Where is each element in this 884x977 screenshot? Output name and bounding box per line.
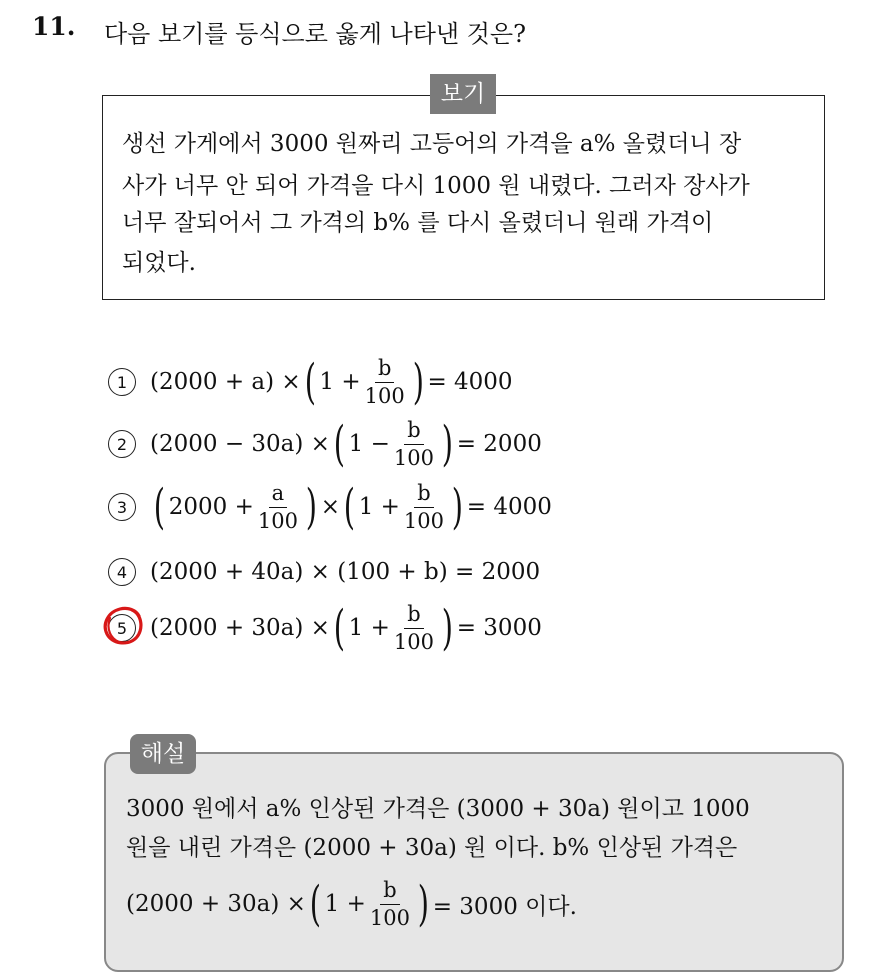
solution-line-2: 원을 내린 가격은 (2000 + 30a) 원 이다. b% 인상된 가격은 — [126, 835, 738, 861]
right-paren: ) — [441, 600, 453, 656]
right-paren: ) — [305, 479, 317, 535]
right-paren: ) — [417, 876, 429, 932]
solution-line-1: 3000 원에서 a% 인상된 가격은 (3000 + 30a) 원이고 1000 — [126, 796, 750, 822]
choice-2-marker: 2 — [108, 430, 136, 458]
right-paren: ) — [451, 479, 464, 535]
left-paren: ( — [309, 876, 321, 932]
bogi-line-1: 생선 가게에서 3000 원짜리 고등어의 가격을 a% 올렸더니 장 — [122, 131, 742, 157]
frac-numerator: b — [404, 603, 423, 628]
solution-box — [104, 752, 844, 972]
left-paren: ( — [304, 354, 316, 410]
frac-denominator: 100 — [369, 905, 410, 930]
choice-5-rhs: = 3000 — [456, 615, 542, 641]
choice-1-inner: 1 + — [319, 369, 361, 395]
frac-denominator: 100 — [393, 629, 434, 654]
choice-2-left: (2000 − 30a) × — [150, 431, 330, 457]
choice-5-left: (2000 + 30a) × — [150, 615, 330, 641]
choice-1-left: (2000 + a) × — [150, 369, 301, 395]
choice-3-left-fraction — [258, 482, 298, 531]
choice-4[interactable] — [108, 542, 540, 602]
choice-3-rhs: = 4000 — [466, 494, 552, 520]
choice-3[interactable] — [108, 477, 552, 537]
bogi-line-3: 너무 잘되어서 그 가격의 b% 를 다시 올렸더니 원래 가격이 — [122, 210, 714, 236]
question-number: 11. — [32, 12, 76, 41]
solution-fraction — [370, 879, 410, 928]
choice-1-marker: 1 — [108, 368, 136, 396]
choice-1-fraction — [365, 357, 405, 406]
choice-3-left-pre: 2000 + — [168, 494, 254, 520]
solution-line-3-left: (2000 + 30a) × — [126, 891, 306, 917]
choice-1[interactable] — [108, 352, 513, 412]
right-paren: ) — [412, 354, 424, 410]
bogi-label: 보기 — [430, 74, 496, 114]
right-paren: ) — [441, 416, 453, 472]
choice-1-rhs: = 4000 — [427, 369, 513, 395]
choice-5-marker: 5 — [108, 614, 136, 642]
left-paren: ( — [153, 479, 165, 535]
solution-line-3-inner: 1 + — [324, 891, 366, 917]
frac-denominator: 100 — [364, 383, 405, 408]
choice-5-fraction — [394, 603, 434, 652]
choice-2[interactable] — [108, 414, 542, 474]
left-paren: ( — [333, 416, 345, 472]
frac-numerator: b — [380, 879, 399, 904]
question-text: 다음 보기를 등식으로 옳게 나타낸 것은? — [104, 20, 526, 48]
choice-3-inner: 1 + — [358, 494, 400, 520]
frac-denominator: 100 — [257, 508, 298, 533]
choice-2-fraction — [394, 419, 434, 468]
left-paren: ( — [343, 479, 355, 535]
choice-4-expression: (2000 + 40a) × (100 + b) = 2000 — [150, 559, 541, 585]
choice-2-inner: 1 − — [348, 431, 390, 457]
frac-numerator: b — [404, 419, 423, 444]
left-paren: ( — [333, 600, 345, 656]
choice-2-rhs: = 2000 — [456, 431, 542, 457]
choice-3-marker: 3 — [108, 493, 136, 521]
frac-numerator: a — [269, 482, 288, 507]
frac-numerator: b — [414, 482, 433, 507]
solution-line-3 — [126, 874, 577, 934]
solution-label: 해설 — [130, 734, 196, 774]
choice-4-marker: 4 — [108, 558, 136, 586]
bogi-line-4: 되었다. — [122, 250, 196, 276]
choice-5-inner: 1 + — [348, 615, 390, 641]
solution-line-3-rhs: = 3000 이다. — [432, 893, 577, 920]
choice-3-fraction — [404, 482, 444, 531]
answer-circle-mark — [102, 604, 146, 648]
frac-denominator: 100 — [403, 508, 445, 533]
frac-denominator: 100 — [393, 445, 434, 470]
bogi-line-2: 사가 너무 안 되어 가격을 다시 1000 원 내렸다. 그러자 장사가 — [122, 173, 750, 199]
choice-5[interactable] — [108, 598, 542, 658]
frac-numerator: b — [375, 357, 394, 382]
choice-3-mid: × — [320, 494, 340, 520]
